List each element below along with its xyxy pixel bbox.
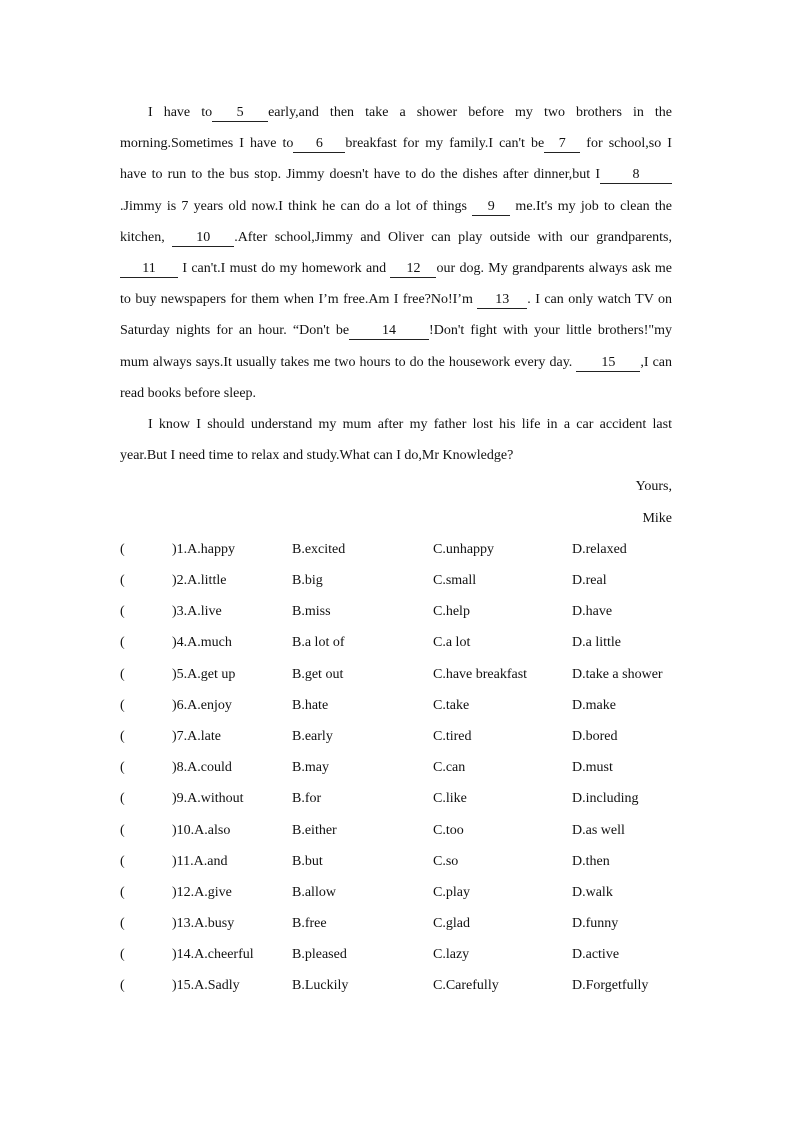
option-a: )5.A.get up (172, 666, 236, 682)
option-d: D.take a shower (572, 666, 663, 682)
option-b: B.may (292, 760, 329, 776)
question-row (120, 939, 672, 970)
option-c: C.help (433, 604, 470, 620)
question-row (120, 908, 672, 939)
answer-blank[interactable]: 14 (349, 322, 429, 340)
option-b: B.Luckily (292, 978, 349, 994)
passage-text: our dog. My grandparents always ask me to buy newspapers for them when I’m free.Am I free?No!I’m (120, 261, 672, 308)
option-d: D.bored (572, 728, 618, 744)
answer-paren[interactable]: ( (120, 635, 125, 651)
question-row (120, 690, 672, 721)
option-b: B.hate (292, 697, 329, 713)
option-c: C.can (433, 760, 466, 776)
answer-paren[interactable]: ( (120, 541, 125, 557)
answer-blank[interactable]: 5 (212, 104, 268, 122)
passage-text: early,and then take a shower before my two brothers in the morning.Sometimes I have to (120, 105, 672, 152)
option-d: D.make (572, 697, 616, 713)
question-row (120, 877, 672, 908)
option-b: B.excited (292, 541, 346, 557)
option-c: C.unhappy (433, 541, 495, 557)
option-a: )3.A.live (172, 604, 222, 620)
question-row (120, 627, 672, 658)
option-a: )6.A.enjoy (172, 697, 232, 713)
question-row (120, 659, 672, 690)
option-a: )9.A.without (172, 791, 244, 807)
passage-text: breakfast for my family.I can't be (345, 136, 545, 152)
option-a: )8.A.could (172, 760, 232, 776)
option-d: D.a little (572, 635, 621, 651)
passage-text: I have to (148, 105, 213, 120)
option-d: D.have (572, 604, 613, 620)
option-c: C.like (433, 791, 467, 807)
answer-paren[interactable]: ( (120, 822, 125, 838)
question-row (120, 752, 672, 783)
option-d: D.active (572, 947, 620, 963)
option-b: B.allow (292, 884, 336, 900)
option-d: D.Forgetfully (572, 978, 649, 994)
option-c: C.have breakfast (433, 666, 528, 682)
answer-paren[interactable]: ( (120, 916, 125, 932)
question-list (120, 534, 672, 1002)
answer-paren[interactable]: ( (120, 760, 125, 776)
option-c: C.glad (433, 916, 470, 932)
passage-paragraph-2 (120, 409, 672, 471)
passage-text: . I can only watch TV on Saturday nights for an hour. “Don't be (120, 292, 672, 339)
question-row (120, 970, 672, 1001)
answer-blank[interactable]: 12 (390, 260, 436, 278)
answer-blank[interactable]: 13 (477, 291, 527, 309)
option-a: )7.A.late (172, 728, 221, 744)
paragraph-2-text: I know I should understand my mum after my father lost his life in a car accident last year.But I need time to relax and study.What can I do,Mr Knowledge? (120, 417, 672, 464)
option-a: )13.A.busy (172, 916, 235, 932)
option-c: C.lazy (433, 947, 470, 963)
answer-blank[interactable]: 9 (472, 198, 510, 216)
answer-blank[interactable]: 6 (293, 135, 345, 153)
question-row (120, 846, 672, 877)
question-row (120, 815, 672, 846)
option-d: D.then (572, 853, 610, 869)
passage-text: .Jimmy is 7 years old now.I think he can do a lot of things (120, 198, 473, 214)
answer-paren[interactable]: ( (120, 884, 125, 900)
option-a: )12.A.give (172, 884, 232, 900)
answer-paren[interactable]: ( (120, 728, 125, 744)
option-b: B.a lot of (292, 635, 345, 651)
document-page (120, 97, 672, 1002)
option-b: B.early (292, 728, 333, 744)
option-a: )1.A.happy (172, 541, 235, 557)
option-d: D.including (572, 791, 639, 807)
option-c: C.Carefully (433, 978, 499, 994)
letter-signature: Mike (642, 510, 672, 526)
question-row (120, 721, 672, 752)
passage-text: .After school,Jimmy and Oliver can play outside with our grandparents, (234, 229, 672, 245)
option-d: D.must (572, 760, 613, 776)
answer-blank[interactable]: 15 (576, 354, 640, 372)
option-c: C.a lot (433, 635, 471, 651)
option-d: D.walk (572, 884, 613, 900)
option-b: B.free (292, 916, 327, 932)
question-row (120, 534, 672, 565)
passage-text: !Don't fight with your little brothers!"my mum always says.It usually takes me two hours to do the housework every day. (120, 323, 673, 370)
option-d: D.real (572, 573, 607, 589)
answer-paren[interactable]: ( (120, 947, 125, 963)
answer-paren[interactable]: ( (120, 666, 125, 682)
option-a: )15.A.Sadly (172, 978, 240, 994)
option-d: D.as well (572, 822, 625, 838)
answer-paren[interactable]: ( (120, 573, 125, 589)
option-a: )2.A.little (172, 573, 227, 589)
option-b: B.miss (292, 604, 331, 620)
option-a: )11.A.and (172, 853, 228, 869)
option-d: D.funny (572, 916, 619, 932)
passage-paragraph-1 (120, 97, 672, 409)
option-b: B.either (292, 822, 337, 838)
passage-text: I can't.I must do my homework and (178, 261, 391, 277)
passage-text: ,I can read books before sleep. (120, 354, 673, 401)
option-a: )10.A.also (172, 822, 231, 838)
answer-blank[interactable]: 8 (600, 166, 672, 184)
answer-blank[interactable]: 11 (120, 260, 178, 278)
passage-text: for school,so I have to run to the bus stop. Jimmy doesn't have to do the dishes after dinner,but I (120, 136, 672, 183)
option-c: C.tired (433, 728, 472, 744)
answer-paren[interactable]: ( (120, 791, 125, 807)
passage-text: me.It's my job to clean the kitchen, (120, 198, 672, 245)
answer-blank[interactable]: 10 (172, 229, 234, 247)
option-a: )4.A.much (172, 635, 232, 651)
option-b: B.get out (292, 666, 344, 682)
question-row (120, 783, 672, 814)
answer-paren[interactable]: ( (120, 978, 125, 994)
option-c: C.take (433, 697, 470, 713)
answer-paren[interactable]: ( (120, 697, 125, 713)
option-c: C.small (433, 573, 477, 589)
option-b: B.pleased (292, 947, 347, 963)
option-b: B.big (292, 573, 323, 589)
question-row (120, 565, 672, 596)
answer-paren[interactable]: ( (120, 604, 125, 620)
option-c: C.play (433, 884, 470, 900)
option-d: D.relaxed (572, 541, 627, 557)
question-row (120, 596, 672, 627)
answer-paren[interactable]: ( (120, 853, 125, 869)
option-c: C.too (433, 822, 464, 838)
answer-blank[interactable]: 7 (544, 135, 580, 153)
option-a: )14.A.cheerful (172, 947, 254, 963)
option-b: B.for (292, 791, 322, 807)
option-c: C.so (433, 853, 459, 869)
letter-closing: Yours, (635, 479, 672, 495)
option-b: B.but (292, 853, 323, 869)
